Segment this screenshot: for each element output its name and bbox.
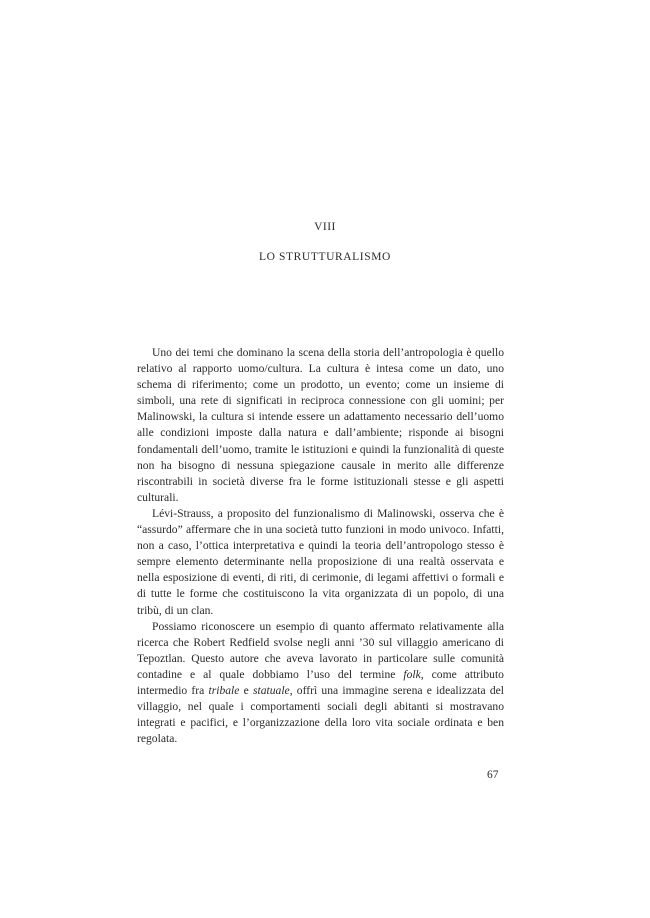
- chapter-title: LO STRUTTURALISMO: [259, 251, 391, 263]
- paragraph-3-text-b: , come attributo intermedio fra: [137, 667, 504, 697]
- paragraph-3-text-c: e: [239, 683, 253, 697]
- paragraph-1: [137, 345, 504, 506]
- chapter-body: [137, 345, 504, 747]
- paragraph-3-text-d: , offrì una immagine serena e idealizzata del villaggio, nel quale i comportamenti sociali degli abitanti si mostravano integrati e pacifici, e l’organizzazione della loro vita sociale ordinata e ben regolata.: [137, 683, 504, 746]
- chapter-number: VIII: [314, 221, 336, 233]
- paragraph-1-text: Uno dei temi che dominano la scena della storia dell’antropologia è quello relativo al rapporto uomo/cultura. La cultura è intesa come un dato, uno schema di riferimento; come un prodotto, un evento; come un insieme di simboli, una rete di significati in reciproca connessione con gli uomini; per Malinowski, la cultura si intende essere un adattamento necessario dell’uomo alle condizioni imposte dalla natura e dall’ambiente; risponde ai bisogni fondamentali dell’uomo, tramite le istituzioni e quindi la funzionalità di queste non ha bisogno di nessuna spiegazione causale in merito alle differenze riscontrabili in società diverse fra le forme istituzionali stesse e gli aspetti culturali.: [137, 346, 504, 504]
- paragraph-2-text: Lévi-Strauss, a proposito del funzionalismo di Malinowski, osserva che è “assurdo” affermare che in una società tutto funzioni in modo univoco. Infatti, non a caso, l’ottica interpretativa e quindi la teoria dell’antropologo stesso è sempre elemento determinante nella proposizione di una realtà osservata e nella esposizione di eventi, di riti, di cerimonie, di legami affettivi o formali e di tutte le forme che costituiscono la vita organizzata di un popolo, di una tribù, di un clan.: [137, 506, 504, 617]
- paragraph-3-text-a: Possiamo riconoscere un esempio di quanto affermato relativamente alla ricerca che Robert Redfield svolse negli anni ’30 sul villaggio americano di Tepoztlan. Questo autore che aveva lavorato in particolare sulle comunità contadine e al quale dobbiamo l’uso del termine: [137, 619, 504, 681]
- paragraph-3: [137, 619, 504, 748]
- term-folk: folk: [403, 667, 421, 681]
- term-statuale: statuale: [252, 683, 290, 697]
- term-tribale: tribale: [208, 683, 240, 697]
- paragraph-2: [137, 506, 504, 619]
- page-number: 67: [487, 769, 499, 781]
